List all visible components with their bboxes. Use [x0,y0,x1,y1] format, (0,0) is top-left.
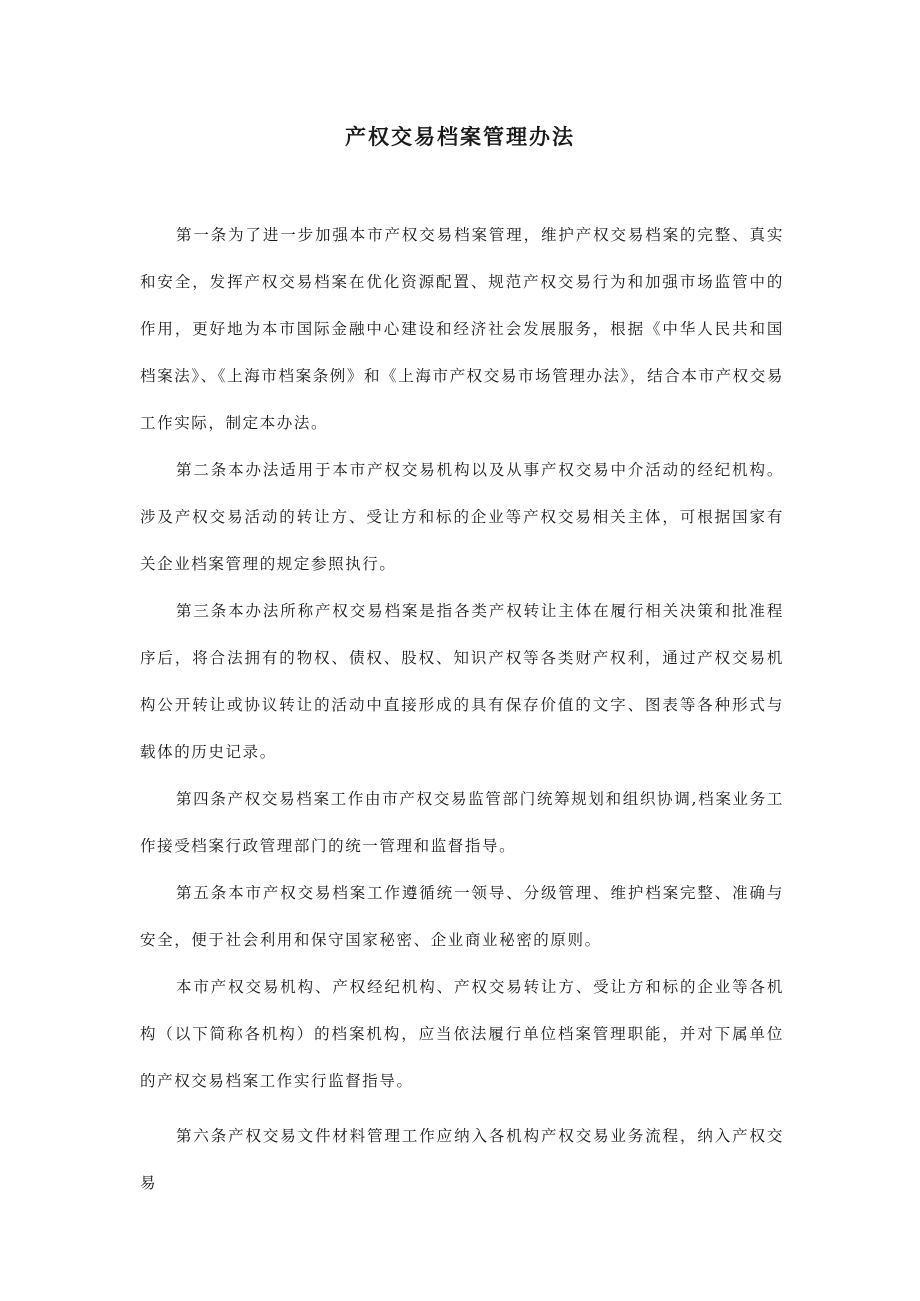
document-title: 产权交易档案管理办法 [345,124,575,149]
article-6-paragraph: 第六条产权交易文件材料管理工作应纳入各机构产权交易业务流程，纳入产权交易 [140,1127,784,1192]
article-3-paragraph: 第三条本办法所称产权交易档案是指各类产权转让主体在履行相关决策和批准程序后，将合法拥有的物权、债权、股权、知识产权等各类财产权利，通过产权交易机构公开转让或协议转让的活动中直接形成的具有保存价值的文字、图表等各种形式与载体的历史记录。 [140,602,784,761]
article-2-paragraph: 第二条本办法适用于本市产权交易机构以及从事产权交易中介活动的经纪机构。涉及产权交易活动的转让方、受让方和标的企业等产权交易相关主体，可根据国家有关企业档案管理的规定参照执行。 [140,461,784,573]
article-1-paragraph: 第一条为了进一步加强本市产权交易档案管理，维护产权交易档案的完整、真实和安全，发挥产权交易档案在优化资源配置、规范产权交易行为和加强市场监管中的作用，更好地为本市国际金融中心建设和经济社会发展服务，根据《中华人民共和国档案法》、《上海市档案条例》和《上海市产权交易市场管理办法》，结合本市产权交易工作实际，制定本办法。 [140,226,784,432]
article-4-paragraph: 第四条产权交易档案工作由市产权交易监管部门统筹规划和组织协调,档案业务工作接受档案行政管理部门的统一管理和监督指导。 [140,790,784,855]
article-5-paragraph: 第五条本市产权交易档案工作遵循统一领导、分级管理、维护档案完整、准确与安全，便于社会利用和保守国家秘密、企业商业秘密的原则。 [140,884,784,949]
document-body [140,212,784,1207]
article-5-supplement-paragraph: 本市产权交易机构、产权经纪机构、产权交易转让方、受让方和标的企业等各机构（以下简称各机构）的档案机构，应当依法履行单位档案管理职能，并对下属单位的产权交易档案工作实行监督指导。 [140,978,784,1090]
